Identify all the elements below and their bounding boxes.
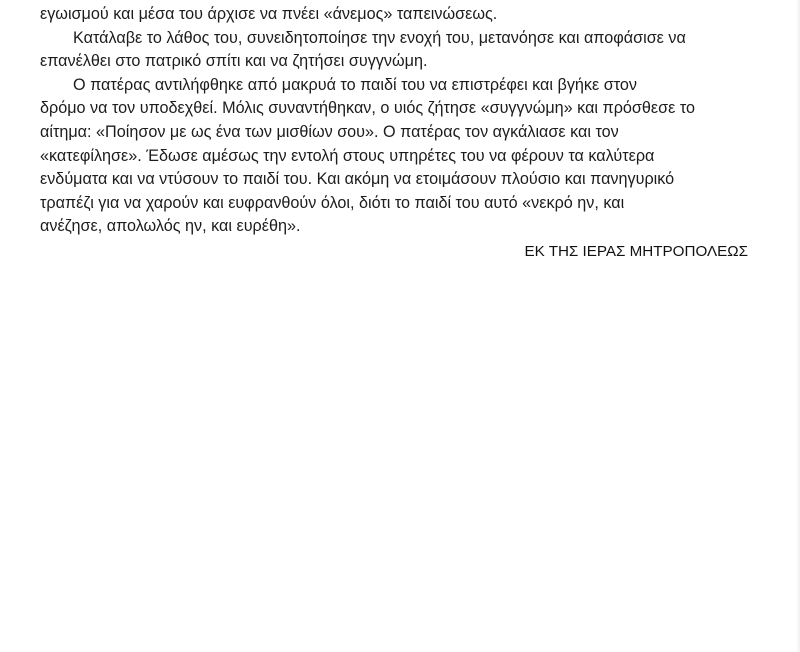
text-line: δρόμο να τον υποδεχθεί. Μόλις συναντήθηκαν, ο υιός ζήτησε «συγγνώμη» και πρόσθεσε το — [40, 99, 695, 118]
paragraph-start-line: Κατάλαβε το λάθος του, συνειδητοποίησε την ενοχή του, μετανόησε και αποφάσισε να — [73, 28, 686, 47]
text-line: ενδύματα και να ντύσουν το παιδί του. Και ακόμη να ετοιμάσουν πλούσιο και πανηγυρικό — [40, 170, 675, 189]
text-line: τραπέζι για να χαρούν και ευφρανθούν όλοι, διότι το παιδί του αυτό «νεκρό ην, και — [40, 193, 625, 212]
signature-line: ΕΚ ΤΗΣ ΙΕΡΑΣ ΜΗΤΡΟΠΟΛΕΩΣ — [524, 243, 748, 260]
text-line: επανέλθει στο πατρικό σπίτι και να ζητήσει συγγνώμη. — [40, 52, 428, 71]
paragraph-start-line: Ο πατέρας αντιλήφθηκε από μακρυά το παιδί του να επιστρέφει και βγήκε στον — [73, 75, 637, 94]
text-line: εγωισμού και μέσα του άρχισε να πνέει «άνεμος» ταπεινώσεως. — [40, 5, 498, 23]
text-line: ανέζησε, απολωλός ην, και ευρέθη». — [40, 217, 301, 236]
page-edge-shadow — [796, 0, 800, 652]
text-line: αίτημα: «Ποίησον με ως ένα των μισθίων σου». Ο πατέρας τον αγκάλιασε και τον — [40, 122, 619, 141]
text-line: «κατεφίλησε». Έδωσε αμέσως την εντολή στους υπηρέτες του να φέρουν τα καλύτερα — [40, 146, 655, 165]
article-body — [40, 3, 760, 239]
